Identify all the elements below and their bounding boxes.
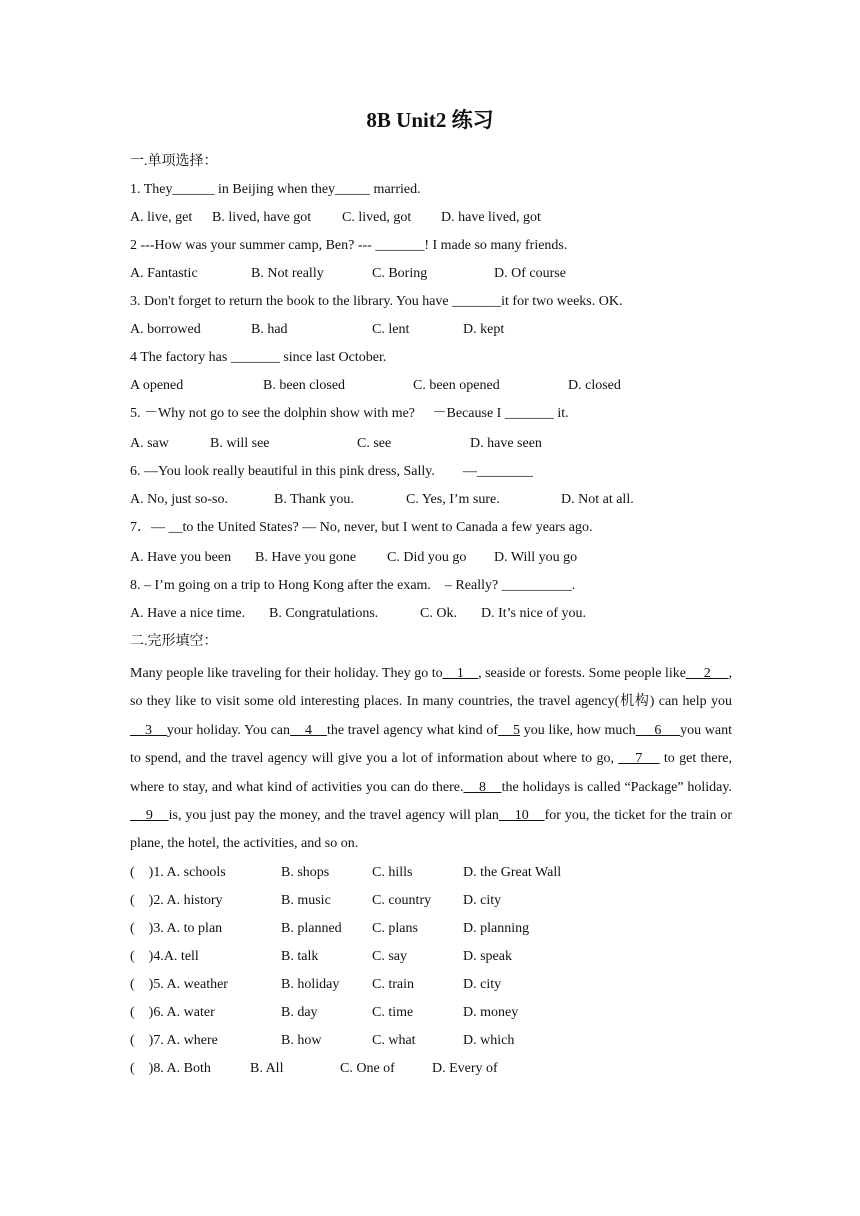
option-b: B. lived, have got xyxy=(212,210,312,225)
cloze-option-c: C. plans xyxy=(372,920,418,936)
worksheet-body xyxy=(130,152,732,1087)
cloze-option-b: B. holiday xyxy=(281,976,340,992)
passage-text: the travel agency what kind of xyxy=(326,722,499,738)
question-options xyxy=(130,434,732,454)
cloze-option-a: ( )2. A. history xyxy=(130,892,223,908)
option-d: D. kept xyxy=(463,322,505,337)
option-d: D. have lived, got xyxy=(441,210,541,225)
cloze-option-row xyxy=(130,891,732,911)
passage-text: , seaside or forests. Some people like xyxy=(478,666,686,681)
option-c: C. Boring xyxy=(372,266,428,281)
cloze-option-d: D. the Great Wall xyxy=(463,864,562,880)
cloze-option-a: ( )4.A. tell xyxy=(130,948,199,964)
option-a: A opened xyxy=(130,378,184,393)
cloze-option-c: C. train xyxy=(372,976,414,992)
cloze-option-c: C. say xyxy=(372,948,407,964)
option-b: B. Not really xyxy=(251,266,324,281)
blank-5: 5 xyxy=(498,722,520,738)
section-heading-cloze: 二.完形填空： xyxy=(130,634,218,649)
option-b: B. been closed xyxy=(263,378,346,393)
passage-text: for you, the ticket for the train or plane, the hotel, the activities, and so on. xyxy=(130,808,733,852)
cloze-option-d: D. Every of xyxy=(432,1060,498,1076)
blank-3: 3 xyxy=(130,722,167,738)
cloze-option-b: B. shops xyxy=(281,864,330,880)
cloze-option-c: C. country xyxy=(372,892,432,908)
blank-1: 1 xyxy=(442,666,479,681)
option-d: D. Of course xyxy=(494,266,566,281)
passage-text: , so they like to visit some old interesting places. In many countries, the travel agency(机构) can help you xyxy=(130,666,732,710)
option-c: C. Ok. xyxy=(420,606,457,621)
option-a: A. Fantastic xyxy=(130,266,198,281)
blank-9: 9 xyxy=(130,808,169,824)
passage-text: you like, how much xyxy=(519,722,636,738)
cloze-option-d: D. money xyxy=(463,1004,519,1020)
cloze-option-row xyxy=(130,1003,732,1023)
cloze-option-d: D. city xyxy=(463,976,502,992)
option-d: D. Will you go xyxy=(494,550,578,565)
option-c: C. lent xyxy=(372,322,410,337)
option-c: C. see xyxy=(357,436,392,451)
option-b: B. will see xyxy=(210,436,270,451)
option-d: D. closed xyxy=(568,378,621,393)
option-b: B. Have you gone xyxy=(255,550,357,565)
cloze-option-a: ( )3. A. to plan xyxy=(130,920,223,936)
option-b: B. had xyxy=(251,322,288,337)
cloze-option-d: D. which xyxy=(463,1032,515,1048)
option-d: D. have seen xyxy=(470,436,542,451)
option-c: C. been opened xyxy=(413,378,500,393)
cloze-option-c: C. One of xyxy=(340,1060,395,1076)
question-options xyxy=(130,264,732,284)
page-title: 8B Unit2 练习 xyxy=(366,108,494,132)
question-options xyxy=(130,376,732,396)
cloze-option-a: ( )7. A. where xyxy=(130,1032,218,1048)
blank-10: 10 xyxy=(498,808,545,824)
cloze-option-d: D. planning xyxy=(463,920,530,936)
section-heading-multiple-choice: 一.单项选择： xyxy=(130,154,218,169)
question-options xyxy=(130,208,732,228)
option-a: A. live, get xyxy=(130,210,193,225)
question-stem: 6. —You look really beautiful in this pink dress, Sally. —________ xyxy=(130,464,533,479)
question-options xyxy=(130,604,732,624)
cloze-option-c: C. time xyxy=(372,1004,414,1020)
passage-text: the holidays is called “Package” holiday. xyxy=(501,779,732,795)
passage-text: to get there, where to stay, and what kind of activities you can do there. xyxy=(130,751,732,795)
question-stem: 3. Don't forget to return the book to the library. You have _______it for two weeks. OK. xyxy=(130,294,623,309)
question-options xyxy=(130,490,732,510)
cloze-option-b: B. how xyxy=(281,1032,322,1048)
question-stem: 7．— __to the United States? — No, never, but I went to Canada a few years ago. xyxy=(130,520,593,535)
cloze-option-row xyxy=(130,919,732,939)
cloze-option-row xyxy=(130,947,732,967)
question-stem: 1. They______ in Beijing when they_____ married. xyxy=(130,182,421,197)
option-a: A. Have a nice time. xyxy=(130,606,246,621)
option-c: C. Yes, I’m sure. xyxy=(406,492,500,507)
cloze-option-a: ( )6. A. water xyxy=(130,1004,215,1020)
cloze-option-row xyxy=(130,863,732,883)
cloze-option-b: B. music xyxy=(281,892,331,908)
question-options xyxy=(130,320,732,340)
blank-2: 2 xyxy=(685,666,729,681)
cloze-option-d: D. city xyxy=(463,892,502,908)
cloze-option-row xyxy=(130,1031,732,1051)
option-a: A. borrowed xyxy=(130,322,201,337)
cloze-option-b: B. All xyxy=(250,1060,284,1076)
option-d: D. It’s nice of you. xyxy=(481,606,586,621)
passage-text: you want to spend, and the travel agency will give you a lot of information about where to go, xyxy=(130,722,733,767)
cloze-option-b: B. talk xyxy=(281,948,319,964)
option-d: D. Not at all. xyxy=(561,492,634,507)
question-stem: 2 ---How was your summer camp, Ben? --- _______! I made so many friends. xyxy=(130,238,568,253)
cloze-option-row xyxy=(130,975,732,995)
option-a: A. saw xyxy=(130,436,169,451)
cloze-option-c: C. hills xyxy=(372,864,413,880)
question-stem: 4 The factory has _______ since last October. xyxy=(130,350,387,365)
question-stem: 5. －Why not go to see the dolphin show with me? －Because I _______ it. xyxy=(130,406,569,421)
cloze-option-b: B. planned xyxy=(281,920,342,936)
question-options xyxy=(130,548,732,568)
passage-text: Many people like traveling for their holiday. They go to xyxy=(130,666,443,681)
option-c: C. Did you go xyxy=(387,550,467,565)
option-a: A. No, just so-so. xyxy=(130,492,229,507)
cloze-passage xyxy=(130,660,732,859)
cloze-option-a: ( )1. A. schools xyxy=(130,864,226,880)
blank-8: 8 xyxy=(463,779,502,795)
option-b: B. Congratulations. xyxy=(269,606,379,621)
blank-4: 4 xyxy=(290,722,327,738)
passage-text: is, you just pay the money, and the travel agency will plan xyxy=(168,808,499,824)
option-c: C. lived, got xyxy=(342,210,412,225)
blank-6: 6 xyxy=(635,722,681,738)
question-stem: 8. – I’m going on a trip to Hong Kong after the exam. – Really? __________. xyxy=(130,578,576,593)
cloze-option-row xyxy=(130,1059,732,1079)
cloze-option-b: B. day xyxy=(281,1004,318,1020)
option-a: A. Have you been xyxy=(130,550,232,565)
cloze-option-d: D. speak xyxy=(463,948,512,964)
passage-text: your holiday. You can xyxy=(166,722,291,738)
blank-7: 7 xyxy=(618,751,660,767)
cloze-option-a: ( )8. A. Both xyxy=(130,1060,211,1076)
cloze-option-a: ( )5. A. weather xyxy=(130,976,228,992)
option-b: B. Thank you. xyxy=(274,492,354,507)
cloze-option-c: C. what xyxy=(372,1032,416,1048)
